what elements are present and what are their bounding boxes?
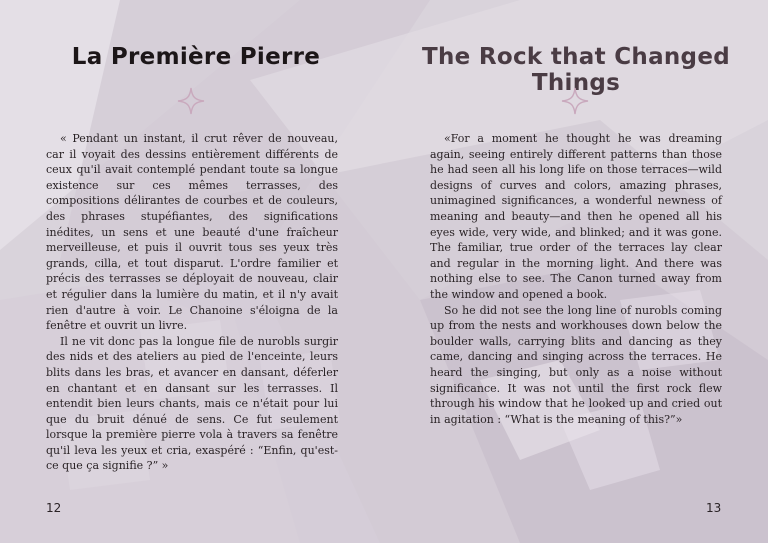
left-text-body [46,131,338,474]
paragraph: Il ne vit donc pas la longue file de nurobls surgir des nids et des ateliers au pied de l'enceinte, leurs blits dans les bras, et avancer en dansant, déferler en chantant et en dansant sur les terrasses. Il entendit bien leurs chants, mais ce n'était pour lui que du bruit dénué de sens. Ce fut seulement lorsque la première pierre vola à travers sa fenêtre qu'il leva les yeux et cria, exaspéré : “Enfin, qu'est-ce que ça signifie ?” » [46,334,338,473]
paragraph: «For a moment he thought he was dreaming again, seeing entirely different patterns than those he had seen all his long life on those terraces—wild designs of curves and colors, amazing phrases, unimagined significances, a wonderful newness of meaning and beauty—and then he opened all his eyes wide, very wide, and blinked; and it was gone. The familiar, true order of the terraces lay clear and regular in the morning light. And there was nothing else to see. The Canon turned away from the window and opened a book. [430,132,722,301]
page-number-left: 12 [46,501,62,515]
right-text-body [430,131,722,427]
right-page [384,0,768,543]
page-title-right: The Rock that Changed Things [422,44,730,96]
paragraph: So he did not see the long line of nurobls coming up from the nests and workhouses down below the boulder walls, carrying blits and dancing as they came, dancing and singing across the terraces. He heard the singing, but only as a noise without significance. It was not until the first rock flew through his window that he looked up and cried out in agitation : “What is the meaning of this?”» [430,303,722,426]
four-point-sparkle-icon [560,86,590,116]
page-number-right: 13 [706,501,722,515]
four-point-sparkle-icon [176,86,206,116]
page-title-left: La Première Pierre [71,44,321,70]
paragraph: « Pendant un instant, il crut rêver de nouveau, car il voyait des dessins entièrement différents de ceux qu'il avait contemplé pendant toute sa longue existence sur ces mêmes terrasses, des compositions délirantes de courbes et de couleurs, des phrases stupéfiantes, des significations inédites, un sens et une beauté d'une fraîcheur merveilleuse, et puis il ouvrit tous ses yeux très grands, cilla, et tout disparut. L'ordre familier et précis des terrasses se déployait de nouveau, clair et régulier dans la lumière du matin, et il n'y avait rien d'autre à voir. Le Chanoine s'éloigna de la fenêtre et ouvrit un livre. [46,132,338,333]
